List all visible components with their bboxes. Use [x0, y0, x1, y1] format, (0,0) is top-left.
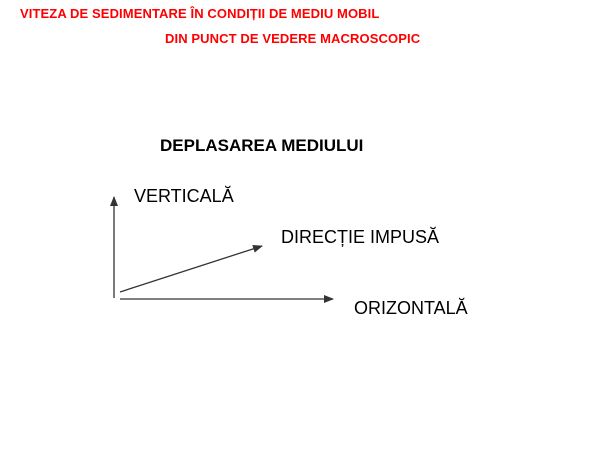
diagram-heading: DEPLASAREA MEDIULUI	[160, 136, 364, 155]
vertical-label: VERTICALĂ	[134, 186, 234, 206]
imposed-direction-label: DIRECȚIE IMPUSĂ	[281, 227, 440, 247]
horizontal-label: ORIZONTALĂ	[354, 298, 468, 318]
imposed-direction-arrow	[120, 246, 262, 292]
title-line-2: DIN PUNCT DE VEDERE MACROSCOPIC	[165, 31, 421, 46]
title-line-1: VITEZA DE SEDIMENTARE ÎN CONDIȚII DE MEDIU MOBIL	[20, 6, 380, 21]
